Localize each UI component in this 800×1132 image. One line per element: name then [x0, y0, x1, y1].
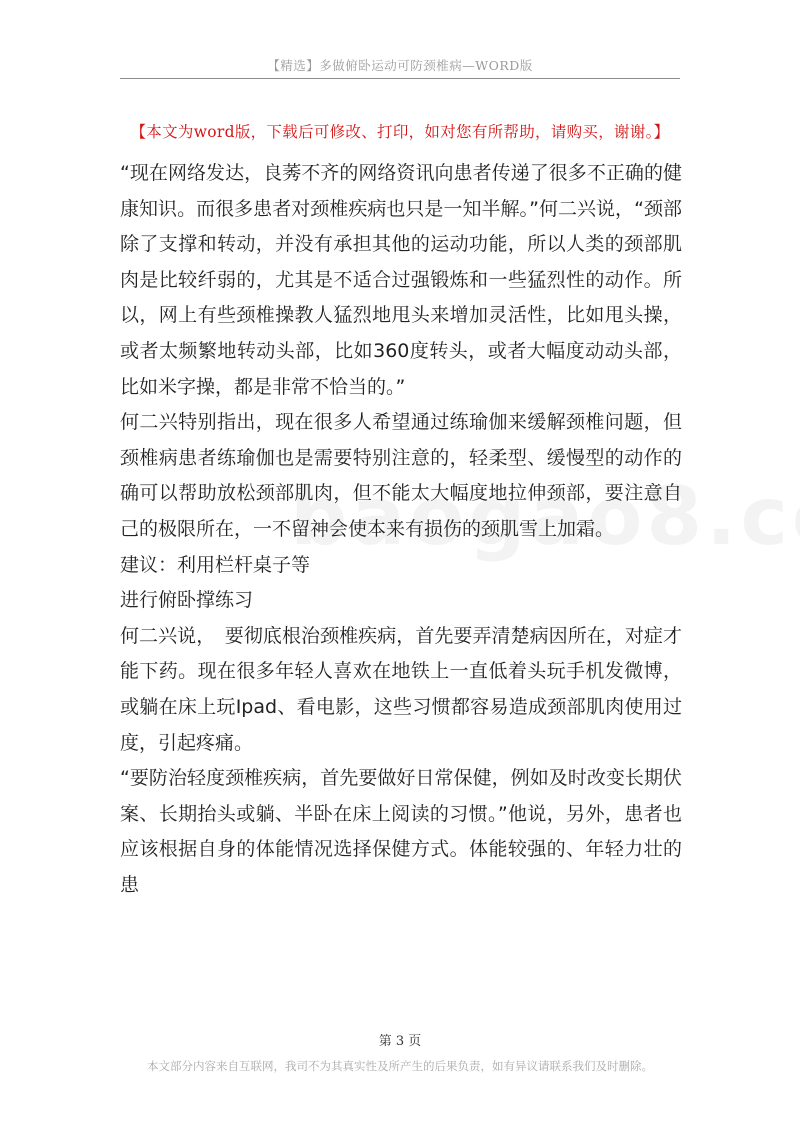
disclaimer-footer: 本文部分内容来自互联网，我司不为其真实性及所产生的后果负责，如有异议请联系我们及时删除。: [147, 1059, 653, 1073]
page-number: 第 3 页: [378, 1034, 422, 1049]
download-notice: 【本文为word版，下载后可修改、打印，如对您有所帮助，请购买，谢谢。】: [130, 123, 670, 141]
paragraph-yoga: 何二兴特别指出，现在很多人希望通过练瑜伽来缓解颈椎问题，但颈椎病患者练瑜伽也是需要特别注意的，轻柔型、缓慢型的动作的确可以帮助放松颈部肌肉，但不能太大幅度地拉伸颈部，要注意自己的极限所在，一不留神会使本来有损伤的颈肌雪上加霜。: [120, 411, 682, 540]
paragraph-suggestion-subheading: 进行俯卧撑练习: [120, 589, 254, 612]
paragraph-suggestion-heading: 建议：利用栏杆桌子等: [120, 553, 311, 576]
paragraph-cause: 何二兴说， 要彻底根治颈椎疾病，首先要弄清楚病因所在，对症才能下药。现在很多年轻人喜欢在地铁上一直低着头玩手机发微博，或躺在床上玩Ipad、看电影，这些习惯都容易造成颈部肌肉使用过度，引起疼痛。: [120, 624, 682, 754]
article-body: [120, 156, 682, 903]
paragraph-prevention: “要防治轻度颈椎疾病，首先要做好日常保健，例如及时改变长期伏案、长期抬头或躺、半卧在床上阅读的习惯。”他说，另外，患者也应该根据自身的体能情况选择保健方式。体能较强的、年轻力壮的患: [120, 767, 682, 896]
document-header: 【精选】多做俯卧运动可防颈椎病—WORD版: [267, 58, 533, 73]
header-divider: [120, 78, 680, 79]
paragraph-quote-intro: “现在网络发达，良莠不齐的网络资讯向患者传递了很多不正确的健康知识。而很多患者对颈椎疾病也只是一知半解。”何二兴说，“颈部除了支撑和转动，并没有承担其他的运动功能，所以人类的颈部肌肉是比较纤弱的，尤其是不适合过强锻炼和一些猛烈性的动作。所以，网上有些颈椎操教人猛烈地甩头来增加灵活性，比如甩头操，或者太频繁地转动头部，比如360度转头，或者大幅度动动头部，比如米字操，都是非常不恰当的。”: [120, 162, 682, 398]
